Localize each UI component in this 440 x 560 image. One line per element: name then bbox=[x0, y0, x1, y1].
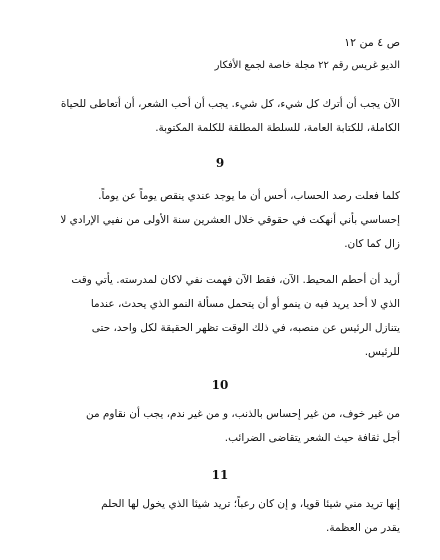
paragraph-line: الآن يجب أن أترك كل شيء، كل شيء. يجب أن أحب الشعر، أن أتعاطى للحياة bbox=[60, 98, 400, 110]
paragraph-5 bbox=[40, 492, 400, 540]
paragraph-line: إحساسي بأني أنهكت في حقوقي خلال العشرين سنة الأولى من نفيي الإرادي لا bbox=[60, 214, 400, 226]
running-header: الديو غريس رقم ٢٢ مجلة خاصة لجمع الأفكار bbox=[214, 60, 400, 71]
paragraph-line: من غير خوف، من غير إحساس بالذنب، و من غير ندم، يجب أن نقاوم من bbox=[85, 408, 400, 420]
paragraph-1 bbox=[40, 92, 400, 140]
paragraph-line: الذي لا أحد يريد فيه ن ينمو أو أن يتحمل مسألة النمو الذي يحدث، عندما bbox=[90, 298, 400, 310]
section-number-9: 9 bbox=[215, 156, 225, 170]
paragraph-line: كلما فعلت رصد الحساب، أحس أن ما يوجد عندي ينقص يوماً عن يوماً. bbox=[98, 190, 400, 202]
page-number: ص ٤ من ١٢ bbox=[344, 36, 400, 49]
paragraph-2 bbox=[40, 184, 400, 256]
paragraph-4 bbox=[40, 402, 400, 450]
paragraph-line: إنها تريد مني شيئا قويا، و إن كان رعباً؛ تريد شيئا الذي يخول لها الحلم bbox=[101, 498, 400, 510]
paragraph-3 bbox=[40, 268, 400, 364]
section-number-10: 10 bbox=[211, 378, 229, 392]
paragraph-line: أريد أن أحطم المحيط. الآن، فقط الآن فهمت نفي لاكان لمدرسته. يأتي وقت bbox=[71, 274, 400, 286]
paragraph-line: يتنازل الرئيس عن منصبه، في ذلك الوقت تظهر الحقيقة لكل واحد، حتى bbox=[91, 322, 400, 334]
paragraph-line: الكاملة، للكتابة العامة، للسلطة المطلقة للكلمة المكتوبة. bbox=[155, 122, 400, 134]
section-number-11: 11 bbox=[211, 468, 229, 482]
paragraph-line: زال كما كان. bbox=[344, 238, 400, 250]
paragraph-line: للرئيس. bbox=[364, 346, 400, 358]
paragraph-line: يقدر من العظمة. bbox=[326, 522, 400, 534]
paragraph-line: أجل ثقافة حيث الشعر يتقاضى الضرائب. bbox=[224, 432, 400, 444]
